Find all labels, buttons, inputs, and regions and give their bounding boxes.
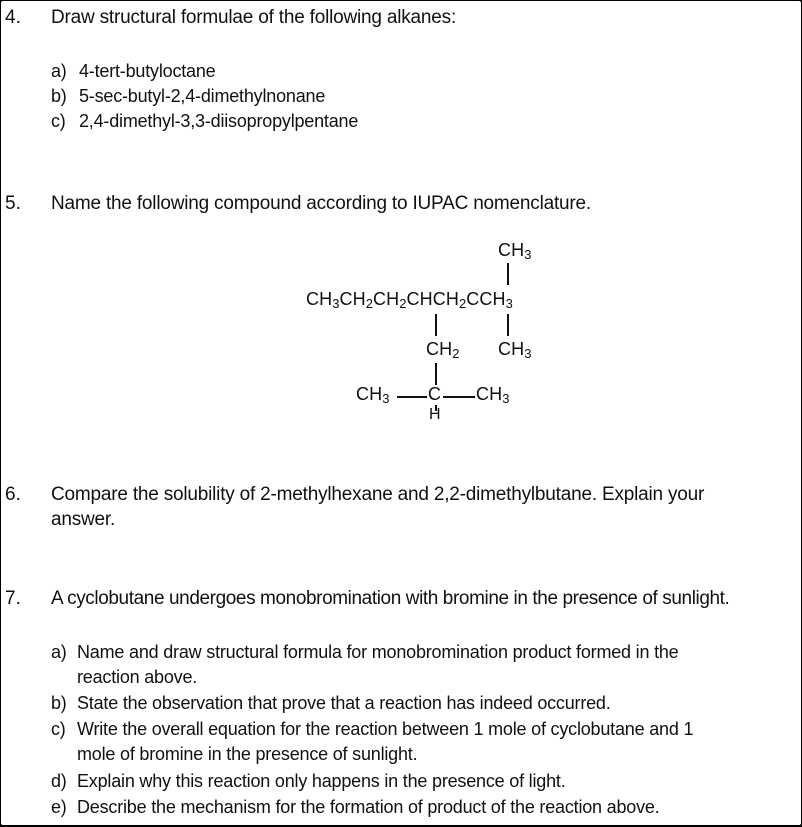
bottom-right-bond <box>443 396 475 398</box>
right-ch3: $CH_3$ <box>498 339 532 362</box>
q6-line2: answer. <box>51 509 116 530</box>
branch-bond-left <box>435 314 437 336</box>
q4-number: 4. <box>5 7 21 28</box>
q7-item-b-label: b) <box>51 693 67 713</box>
top-bond <box>507 263 509 285</box>
bottom-c: C <box>428 384 442 404</box>
bottom-left-bond <box>397 396 427 398</box>
q4-item-c-label: c) <box>51 111 66 131</box>
q7-text: A cyclobutane undergoes monobromination with bromine in the presence of sunlight. <box>51 588 730 609</box>
branch-ch2: $CH_2$ <box>426 339 460 362</box>
q7-item-c-label: c) <box>51 719 66 739</box>
q7-item-b-line1: State the observation that prove that a reaction has indeed occurred. <box>77 693 611 713</box>
q7-item-a-line1: Name and draw structural formula for monobromination product formed in the <box>77 642 679 662</box>
q6-number: 6. <box>5 484 21 505</box>
q7-item-e-line1: Describe the mechanism for the formation of product of the reaction above. <box>77 797 660 817</box>
q7-item-d-line1: Explain why this reaction only happens in the presence of light. <box>77 771 566 791</box>
main-chain: $CH_3CH_2CH_2CHCH_2CCH_3$ <box>306 289 513 312</box>
q5-number: 5. <box>5 193 21 214</box>
q4-item-a-text: 4-tert-butyloctane <box>79 61 216 81</box>
q7-item-a-label: a) <box>51 642 67 662</box>
q7-item-c-line2: mole of bromine in the presence of sunlight. <box>77 744 418 764</box>
bottom-right-ch3: $CH_3$ <box>476 384 510 407</box>
q5-text: Name the following compound according to IUPAC nomenclature. <box>51 193 591 214</box>
q4-item-c-text: 2,4-dimethyl-3,3-diisopropylpentane <box>79 111 359 131</box>
q4-item-a-label: a) <box>51 61 67 81</box>
q4-item-b-text: 5-sec-butyl-2,4-dimethylnonane <box>79 86 326 106</box>
q7-item-c-line1: Write the overall equation for the reaction between 1 mole of cyclobutane and 1 <box>77 719 694 739</box>
q6-line1: Compare the solubility of 2-methylhexane and 2,2-dimethylbutane. Explain your <box>51 484 705 505</box>
bottom-h: H <box>429 406 441 423</box>
top-ch3: $CH_3$ <box>498 240 532 263</box>
q7-item-a-line2: reaction above. <box>77 667 198 687</box>
bottom-left-ch3: $CH_3$ <box>356 384 390 407</box>
lower-bond <box>435 363 437 385</box>
q7-item-d-label: d) <box>51 771 67 791</box>
q4-item-b-label: b) <box>51 86 67 106</box>
q4-text: Draw structural formulae of the following alkanes: <box>51 7 457 28</box>
q7-item-e-label: e) <box>51 797 67 817</box>
branch-bond-right <box>507 314 509 336</box>
worksheet-page <box>1 1 801 825</box>
q7-number: 7. <box>5 588 21 609</box>
